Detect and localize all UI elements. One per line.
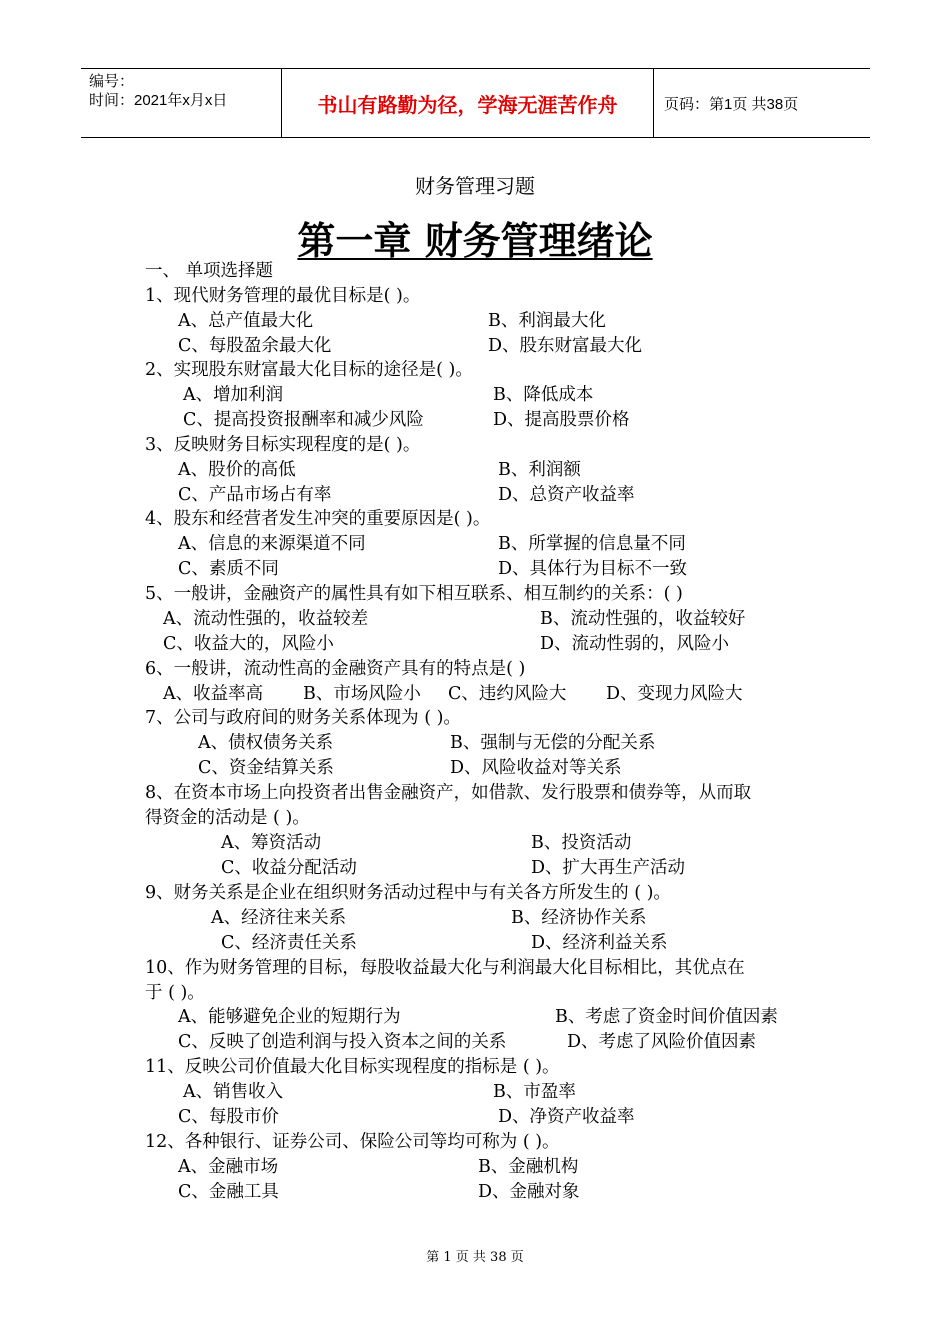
option: B、经济协作关系	[511, 908, 647, 928]
option: D、总资产收益率	[498, 485, 635, 505]
header-motto: 书山有路勤为径，学海无涯苦作舟	[317, 92, 618, 117]
option: A、信息的来源渠道不同	[178, 534, 366, 554]
question-text-cont: 得资金的活动是 ( )。	[145, 808, 310, 828]
option: B、降低成本	[493, 385, 594, 405]
section-heading: 一、 单项选择题	[145, 261, 274, 281]
chapter-title-text: 第一章 财务管理绪论	[297, 219, 653, 263]
option: C、素质不同	[178, 559, 279, 579]
option: B、流动性强的，收益较好	[540, 609, 746, 629]
option: B、考虑了资金时间价值因素	[555, 1007, 778, 1027]
option: C、资金结算关系	[198, 758, 334, 778]
option: B、强制与无偿的分配关系	[450, 733, 656, 753]
option: B、利润额	[498, 460, 581, 480]
option: A、销售收入	[183, 1082, 284, 1102]
question-text: 5、一般讲，金融资产的属性具有如下相互联系、相互制约的关系：( )	[145, 584, 683, 604]
option: A、筹资活动	[221, 833, 322, 853]
question-text: 3、反映财务目标实现程度的是( )。	[145, 435, 421, 455]
option: C、收益大的，风险小	[163, 634, 334, 654]
question-text: 10、作为财务管理的目标，每股收益最大化与利润最大化目标相比，其优点在	[145, 958, 745, 978]
question-text: 1、现代财务管理的最优目标是( )。	[145, 286, 421, 306]
option: D、风险收益对等关系	[450, 758, 622, 778]
option: B、金融机构	[478, 1157, 579, 1177]
question-text: 8、在资本市场上向投资者出售金融资产，如借款、发行股票和债券等，从而取	[145, 783, 752, 803]
option: D、扩大再生产活动	[531, 858, 686, 878]
option: C、每股盈余最大化	[178, 336, 332, 356]
option: D、金融对象	[478, 1182, 580, 1202]
option: B、利润最大化	[488, 311, 606, 331]
option: A、金融市场	[178, 1157, 279, 1177]
option: B、市场风险小	[303, 684, 421, 704]
number-label: 编号：	[89, 73, 135, 90]
question-text: 12、各种银行、证券公司、保险公司等均可称为 ( )。	[145, 1132, 560, 1152]
option: D、股东财富最大化	[488, 336, 643, 356]
option: D、提高股票价格	[493, 410, 630, 430]
option: A、总产值最大化	[178, 311, 314, 331]
option: C、每股市价	[178, 1107, 279, 1127]
option: C、产品市场占有率	[178, 485, 332, 505]
option: D、考虑了风险价值因素	[567, 1032, 757, 1052]
doc-subtitle: 财务管理习题	[415, 174, 535, 198]
header-divider	[653, 69, 654, 137]
option: C、违约风险大	[448, 684, 567, 704]
time-label: 时间：2021年x月x日	[89, 92, 228, 109]
chapter-title	[0, 210, 950, 265]
option: A、股价的高低	[178, 460, 296, 480]
option: C、收益分配活动	[221, 858, 357, 878]
question-text: 6、一般讲，流动性高的金融资产具有的特点是( )	[145, 659, 526, 679]
question-text: 7、公司与政府间的财务关系体现为 ( )。	[145, 708, 461, 728]
option: D、具体行为目标不一致	[498, 559, 688, 579]
option: A、增加利润	[183, 385, 284, 405]
option: A、经济往来关系	[211, 908, 347, 928]
option: D、流动性弱的，风险小	[540, 634, 730, 654]
option: D、变现力风险大	[606, 684, 743, 704]
option: D、经济利益关系	[531, 933, 668, 953]
option: C、提高投资报酬率和减少风险	[183, 410, 424, 430]
document-header	[81, 68, 870, 138]
option: C、金融工具	[178, 1182, 279, 1202]
question-text: 4、股东和经营者发生冲突的重要原因是( )。	[145, 509, 491, 529]
question-text: 11、反映公司价值最大化目标实现程度的指标是 ( )。	[145, 1057, 560, 1077]
option: C、经济责任关系	[221, 933, 357, 953]
option: A、债权债务关系	[198, 733, 334, 753]
header-meta	[81, 69, 281, 137]
question-text: 9、财务关系是企业在组织财务活动过程中与有关各方所发生的 ( )。	[145, 883, 671, 903]
option: B、所掌握的信息量不同	[498, 534, 686, 554]
header-page-info: 页码：第1页 共38页	[664, 96, 799, 113]
option: A、流动性强的，收益较差	[163, 609, 369, 629]
option: D、净资产收益率	[498, 1107, 635, 1127]
question-text-cont: 于 ( )。	[145, 983, 205, 1003]
option: B、投资活动	[531, 833, 632, 853]
page-footer: 第 1 页 共 38 页	[426, 1250, 524, 1265]
question-text: 2、实现股东财富最大化目标的途径是( )。	[145, 360, 473, 380]
option: A、能够避免企业的短期行为	[178, 1007, 401, 1027]
option: B、市盈率	[493, 1082, 576, 1102]
option: C、反映了创造利润与投入资本之间的关系	[178, 1032, 507, 1052]
option: A、收益率高	[163, 684, 264, 704]
